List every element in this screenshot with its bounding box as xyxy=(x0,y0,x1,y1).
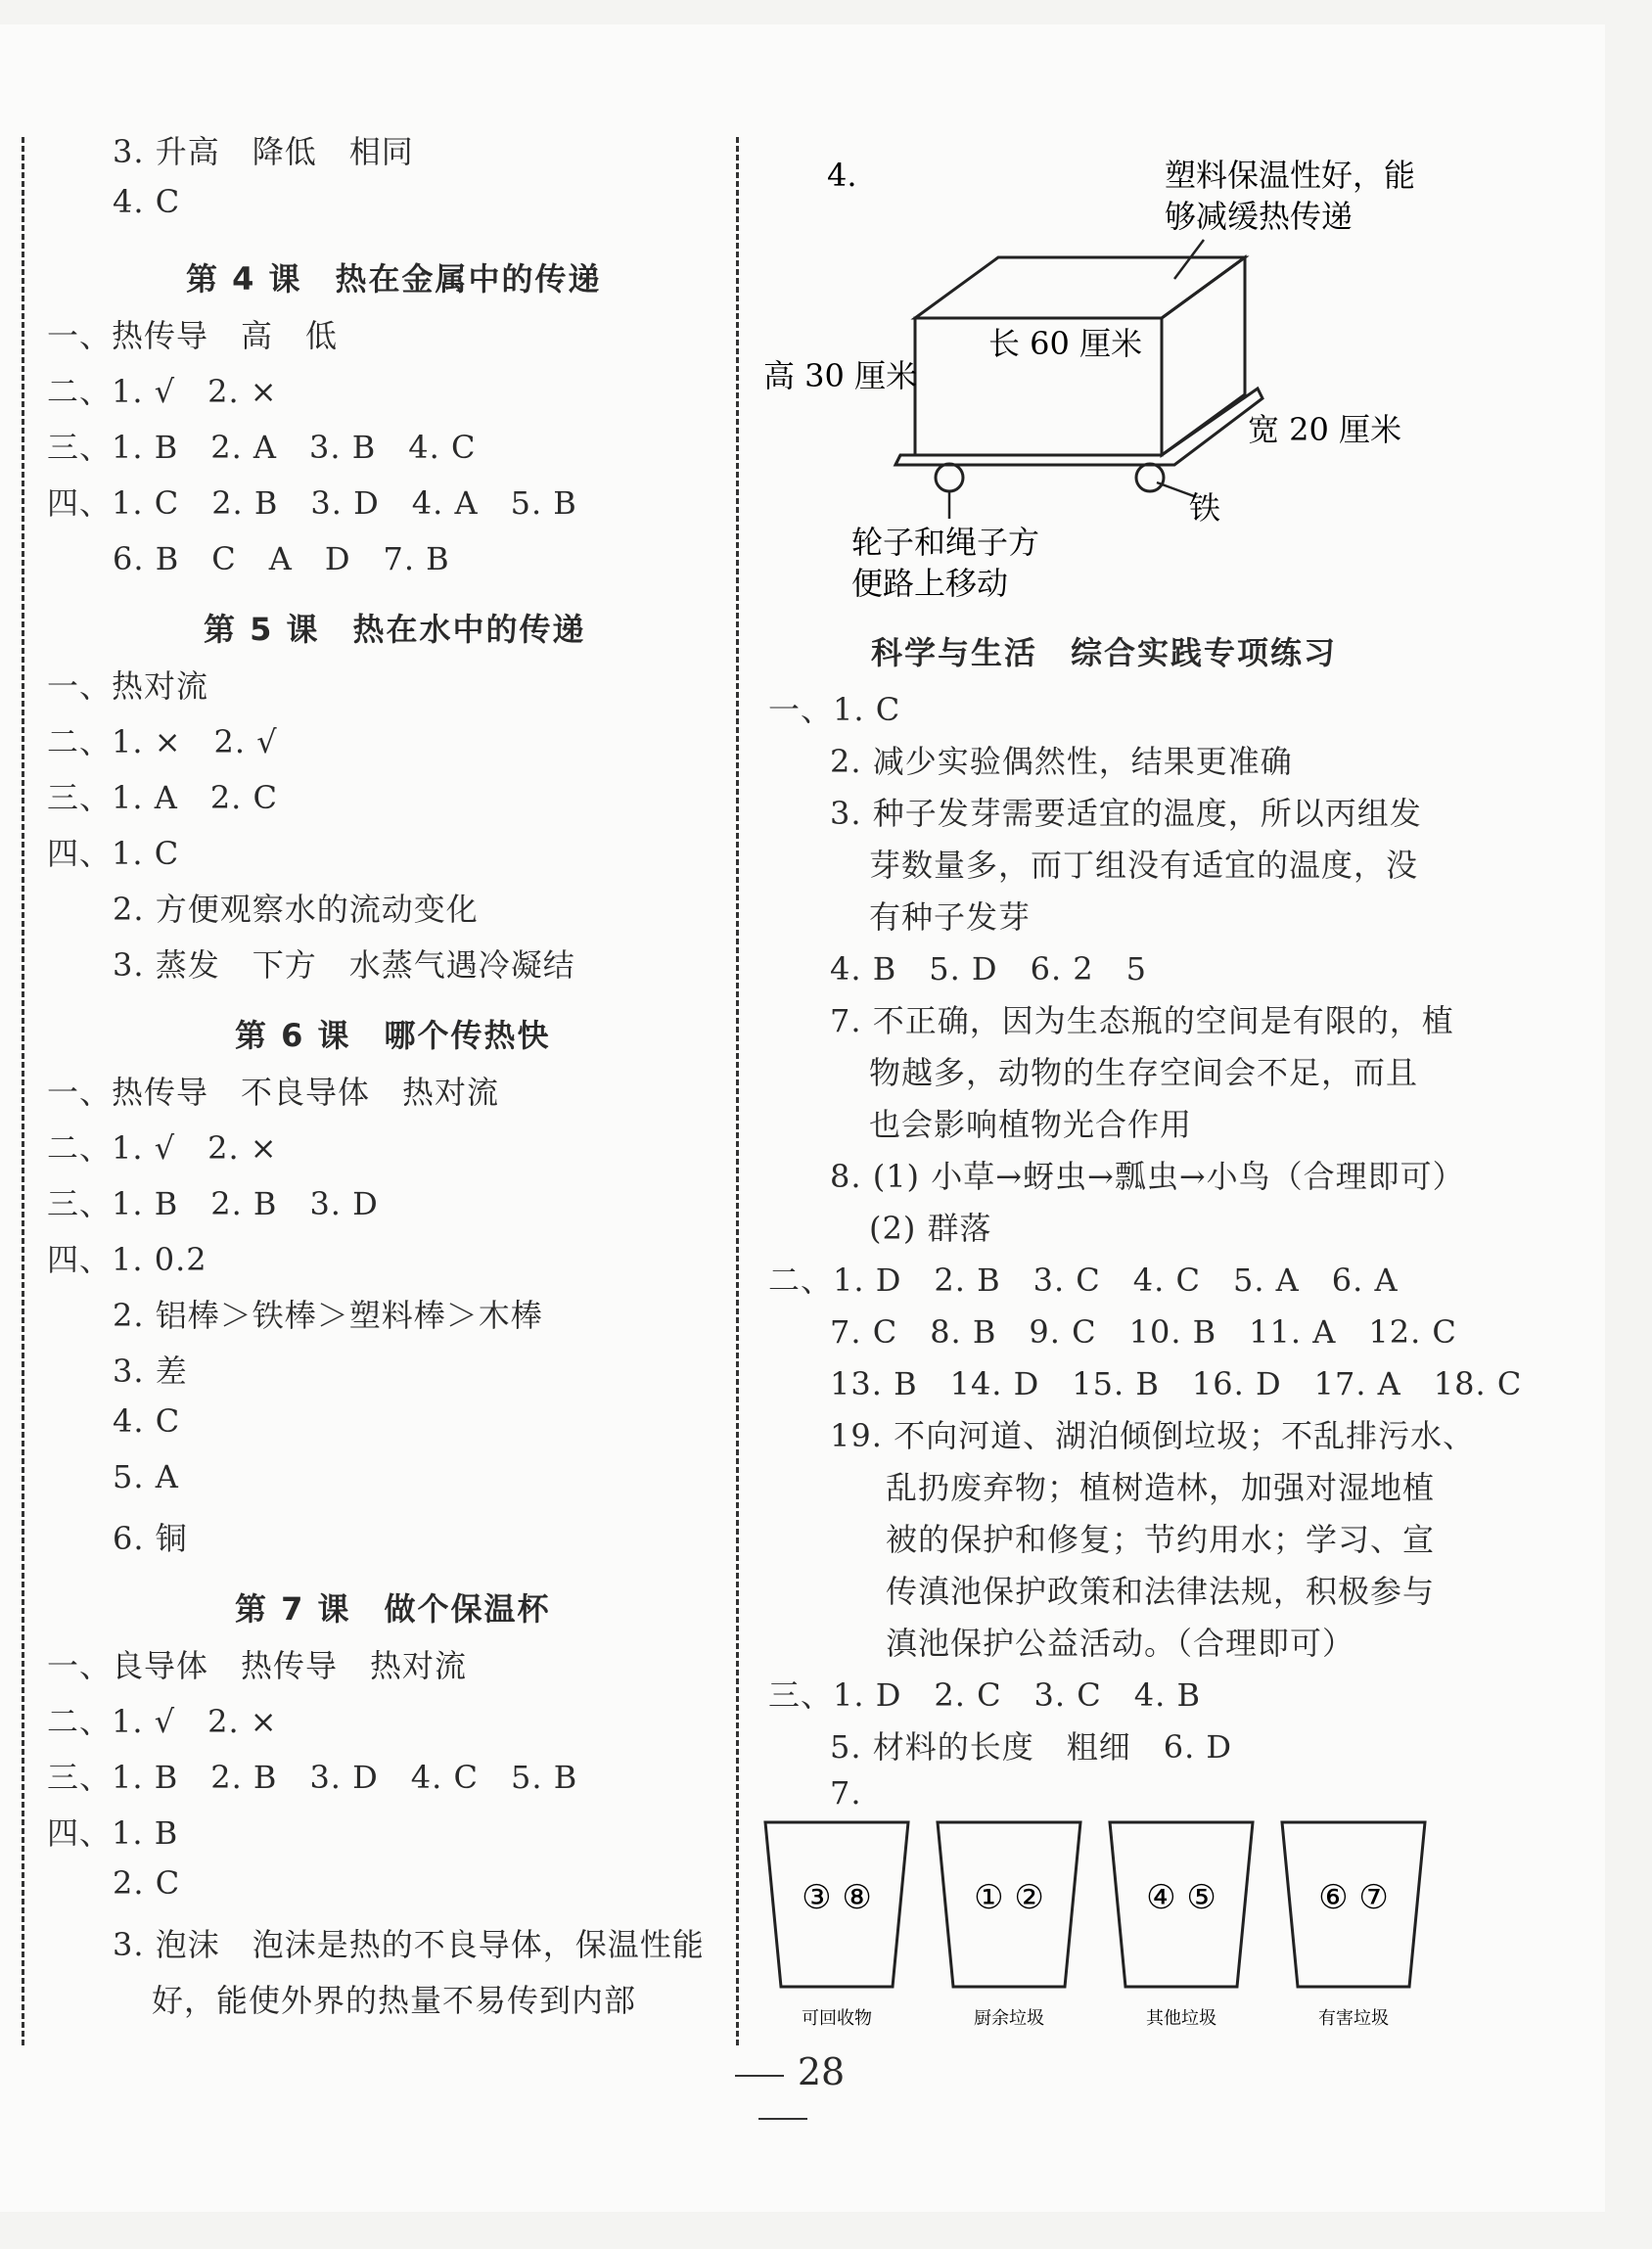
right-answer-line: 2. 减少实验偶然性，结果更准确 xyxy=(830,743,1293,780)
right-answer-line: 5. 材料的长度 粗细 6. D xyxy=(830,1728,1233,1766)
bin-label: 可回收物 xyxy=(802,2008,872,2029)
left-answer-line: 4. C xyxy=(113,183,181,220)
bin-label: 其他垃圾 xyxy=(1146,2008,1216,2029)
box-top-face xyxy=(915,257,1245,318)
right-answer-line: 也会影响植物光合作用 xyxy=(869,1106,1193,1143)
right-answer-line: (2) 群落 xyxy=(869,1210,992,1247)
left-answer-line: 三、1. B 2. B 3. D 4. C 5. B xyxy=(47,1759,578,1796)
left-answer-line: 2. 铝棒＞铁棒＞塑料棒＞木棒 xyxy=(113,1297,543,1334)
left-answer-line: 6. 铜 xyxy=(113,1520,188,1557)
bin-items: ① ② xyxy=(974,1878,1044,1917)
right-answer-line: 传滇池保护政策和法律法规，积极参与 xyxy=(886,1573,1436,1610)
right-answer-line: 4. B 5. D 6. 2 5 xyxy=(830,950,1148,987)
right-answer-line: 8. (1) 小草→蚜虫→瓢虫→小鸟（合理即可） xyxy=(830,1158,1465,1195)
left-answer-line: 一、良导体 热传导 热对流 xyxy=(47,1647,468,1684)
iron-label: 铁 xyxy=(1189,489,1221,527)
insulated-box-figure xyxy=(754,142,1439,612)
left-section-heading: 第 6 课 哪个传热快 xyxy=(235,1017,551,1054)
garbage-bins-figure xyxy=(763,1820,1448,2045)
bin-label: 厨余垃圾 xyxy=(974,2008,1044,2029)
left-answer-line: 2. 方便观察水的流动变化 xyxy=(113,891,479,928)
garbage-bin xyxy=(1110,1822,1253,2029)
right-answer-line: 7. xyxy=(830,1774,862,1812)
figure-note-line2: 够减缓热传递 xyxy=(1165,198,1354,235)
box-height-label: 高 30 厘米 xyxy=(763,357,918,394)
right-answer-line: 7. C 8. B 9. C 10. B 11. A 12. C xyxy=(830,1313,1457,1351)
right-answer-line: 物越多，动物的生存空间会不足，而且 xyxy=(869,1054,1419,1091)
left-answer-line: 3. 蒸发 下方 水蒸气遇冷凝结 xyxy=(113,946,575,984)
garbage-bin xyxy=(765,1822,908,2029)
wheel-note-line1: 轮子和绳子方 xyxy=(851,524,1040,561)
right-answer-line: 3. 种子发芽需要适宜的温度，所以丙组发 xyxy=(830,795,1422,832)
base-board xyxy=(895,389,1262,465)
left-section-heading: 第 5 课 热在水中的传递 xyxy=(204,611,586,648)
bin-label: 有害垃圾 xyxy=(1318,2008,1389,2029)
left-section-heading: 第 4 课 热在金属中的传递 xyxy=(186,260,602,298)
bin-items: ④ ⑤ xyxy=(1146,1878,1216,1917)
left-answer-line: 3. 泡沫 泡沫是热的不良导体，保温性能 xyxy=(113,1926,705,1963)
left-answer-line: 四、1. C 2. B 3. D 4. A 5. B xyxy=(47,484,577,522)
note-pointer-line xyxy=(1174,240,1204,279)
left-answer-line: 二、1. √ 2. × xyxy=(47,373,278,410)
bin-items: ⑥ ⑦ xyxy=(1318,1878,1389,1917)
right-answer-line: 7. 不正确，因为生态瓶的空间是有限的，植 xyxy=(830,1002,1454,1039)
bin-items: ③ ⑧ xyxy=(802,1878,872,1917)
wheel-note-line2: 便路上移动 xyxy=(851,565,1009,602)
left-answer-line: 三、1. B 2. A 3. B 4. C xyxy=(47,429,477,466)
left-answer-line: 三、1. B 2. B 3. D xyxy=(47,1185,379,1222)
left-answer-line: 6. B C A D 7. B xyxy=(113,540,450,577)
left-answer-line: 四、1. B xyxy=(47,1814,179,1852)
left-answer-line: 三、1. A 2. C xyxy=(47,779,279,816)
right-answer-line: 被的保护和修复；节约用水；学习、宣 xyxy=(886,1521,1436,1558)
left-answer-line: 一、热对流 xyxy=(47,667,209,705)
left-section-heading: 第 7 课 做个保温杯 xyxy=(235,1590,551,1628)
left-answer-line: 5. A xyxy=(113,1458,179,1495)
left-answer-line: 3. 升高 降低 相同 xyxy=(113,133,414,170)
column-divider-left xyxy=(22,137,24,2045)
left-answer-line: 二、1. × 2. √ xyxy=(47,723,278,760)
right-answer-line: 二、1. D 2. B 3. C 4. C 5. A 6. A xyxy=(768,1262,1399,1299)
column-divider-middle xyxy=(736,137,739,2045)
right-answer-line: 三、1. D 2. C 3. C 4. B xyxy=(768,1676,1201,1714)
right-answer-line: 19. 不向河道、湖泊倾倒垃圾；不乱排污水、 xyxy=(830,1417,1476,1454)
box-length-label: 长 60 厘米 xyxy=(988,325,1143,362)
right-answer-line: 13. B 14. D 15. B 16. D 17. A 18. C xyxy=(830,1365,1523,1402)
garbage-bin xyxy=(938,1822,1080,2029)
figure-note-line1: 塑料保温性好，能 xyxy=(1165,157,1416,194)
wheel-right xyxy=(1136,464,1164,491)
right-section-heading: 科学与生活 综合实践专项练习 xyxy=(871,634,1338,671)
right-answer-line: 有种子发芽 xyxy=(869,898,1032,936)
right-answer-line: 一、1. C xyxy=(768,691,901,728)
left-answer-line: 四、1. C xyxy=(47,835,180,872)
left-answer-line: 四、1. 0.2 xyxy=(47,1241,207,1278)
page-number: 28 xyxy=(685,2050,881,2136)
left-answer-line: 4. C xyxy=(113,1402,181,1440)
left-answer-line: 一、热传导 不良导体 热对流 xyxy=(47,1074,500,1111)
figure-number: 4. xyxy=(827,157,857,194)
left-answer-line: 2. C xyxy=(113,1864,181,1902)
right-answer-line: 滇池保护公益活动。（合理即可） xyxy=(886,1625,1355,1662)
left-answer-line: 二、1. √ 2. × xyxy=(47,1129,278,1167)
right-answer-line: 芽数量多，而丁组没有适宜的温度，没 xyxy=(869,847,1419,884)
left-answer-line: 3. 差 xyxy=(113,1353,188,1390)
left-answer-line: 好，能使外界的热量不易传到内部 xyxy=(152,1982,637,2019)
garbage-bin xyxy=(1282,1822,1425,2029)
box-width-label: 宽 20 厘米 xyxy=(1248,411,1402,448)
wheel-left xyxy=(936,464,963,491)
left-answer-line: 一、热传导 高 低 xyxy=(47,317,339,354)
left-answer-line: 二、1. √ 2. × xyxy=(47,1703,278,1740)
right-answer-line: 乱扔废弃物；植树造林，加强对湿地植 xyxy=(886,1469,1436,1506)
